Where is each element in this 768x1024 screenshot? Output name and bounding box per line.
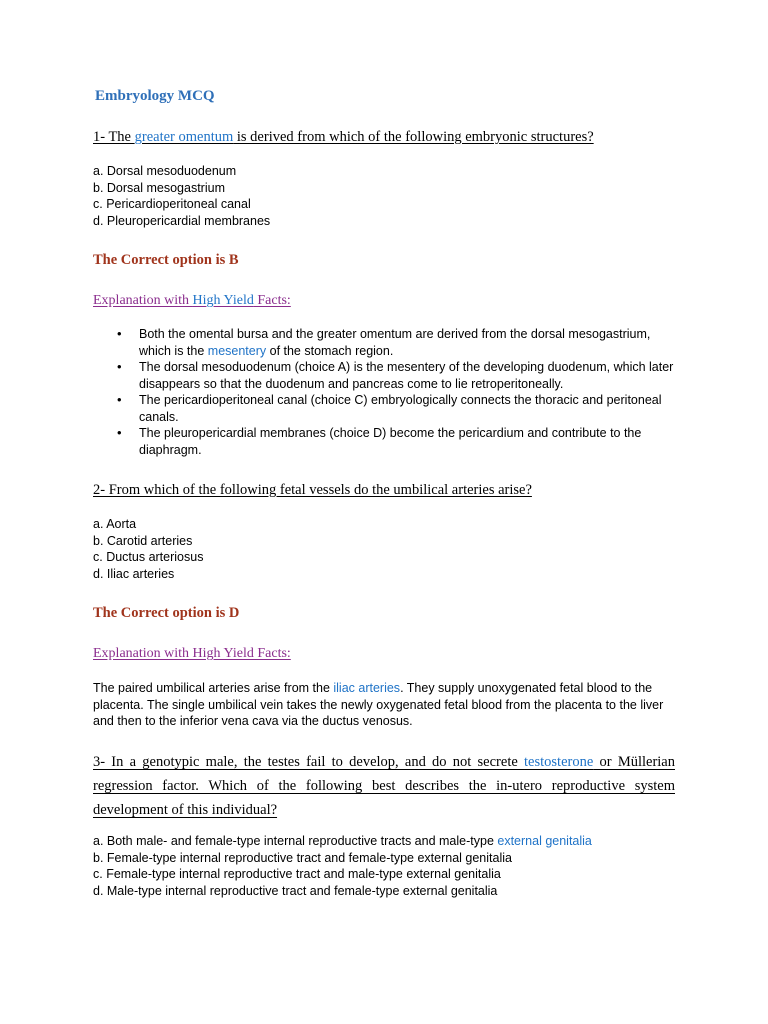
option-a: a. Dorsal mesoduodenum	[93, 164, 237, 178]
explanation-suffix: Facts:	[253, 293, 291, 308]
question-2: 2- From which of the following fetal vessels do the umbilical arteries arise?	[93, 482, 532, 498]
question-1	[93, 129, 594, 146]
option-d: d. Pleuropericardial membranes	[93, 213, 271, 228]
question-3-prefix: 3- In a genotypic male, the testes fail to develop, and do not secrete	[93, 754, 525, 770]
option-a	[93, 833, 592, 850]
explanation-paragraph-2	[93, 680, 673, 730]
paragraph-text: . They supply unoxygenated fetal blood to the placenta. The single umbilical vein takes the newly oxygenated fetal blood from the placenta to the liver and then to the inferior vena cava via the ductus venosus.	[93, 681, 664, 728]
option-a-text: a. Both male- and female-type internal reproductive tracts and male-type	[93, 834, 498, 848]
explanation-list-1	[117, 326, 677, 458]
external-genitalia-link[interactable]: external genitalia	[497, 834, 592, 848]
paragraph-text: The paired umbilical arteries arise from the	[93, 681, 334, 695]
greater-omentum-link[interactable]: greater omentum	[134, 129, 234, 145]
question-3	[93, 750, 675, 822]
explanation-heading-2: Explanation with High Yield Facts:	[93, 646, 291, 661]
bullet-item	[117, 326, 677, 359]
option-c: c. Female-type internal reproductive tract and male-type external genitalia	[93, 867, 501, 882]
page-title: Embryology MCQ	[95, 88, 215, 104]
option-b: b. Female-type internal reproductive tract and female-type external genitalia	[93, 850, 512, 865]
bullet-item: • The pericardioperitoneal canal (choice C) embryologically connects the thoracic and peritoneal canals.	[117, 392, 677, 425]
testosterone-link[interactable]: testosterone	[524, 754, 594, 770]
mesentery-link[interactable]: mesentery	[207, 343, 267, 358]
option-a: a. Aorta	[93, 517, 137, 531]
bullet-text: of the stomach region.	[266, 343, 394, 358]
question-1-suffix: is derived from which of the following embryonic structures?	[233, 129, 594, 145]
correct-answer-2: The Correct option is D	[93, 605, 240, 621]
correct-answer-1: The Correct option is B	[93, 252, 239, 268]
bullet-item: • The pleuropericardial membranes (choice D) become the pericardium and contribute to the diaphragm.	[117, 425, 677, 458]
question-1-prefix: 1- The	[93, 129, 135, 145]
option-b: b. Carotid arteries	[93, 533, 193, 548]
option-c: c. Ductus arteriosus	[93, 550, 204, 565]
high-yield-link[interactable]: High Yield	[192, 293, 254, 308]
option-d: d. Male-type internal reproductive tract and female-type external genitalia	[93, 883, 498, 898]
question-3-options	[93, 833, 592, 899]
explanation-prefix: Explanation with	[93, 293, 193, 308]
explanation-heading-1	[93, 293, 291, 309]
option-c: c. Pericardioperitoneal canal	[93, 197, 251, 212]
question-2-options	[93, 516, 203, 582]
question-3-suffix: or Müllerian regression factor. Which of the following best describes the in-utero reproductive system development of this individual?	[93, 754, 675, 818]
bullet-text: Both the omental bursa and the greater omentum are derived from the dorsal mesogastrium, which is the	[139, 327, 651, 358]
question-1-options	[93, 163, 270, 229]
option-b: b. Dorsal mesogastrium	[93, 180, 225, 195]
bullet-item: • The dorsal mesoduodenum (choice A) is the mesentery of the developing duodenum, which later disappears so that the duodenum and pancreas come to lie retroperitoneally.	[117, 359, 677, 392]
option-d: d. Iliac arteries	[93, 566, 175, 581]
iliac-arteries-link[interactable]: iliac arteries	[333, 681, 401, 695]
